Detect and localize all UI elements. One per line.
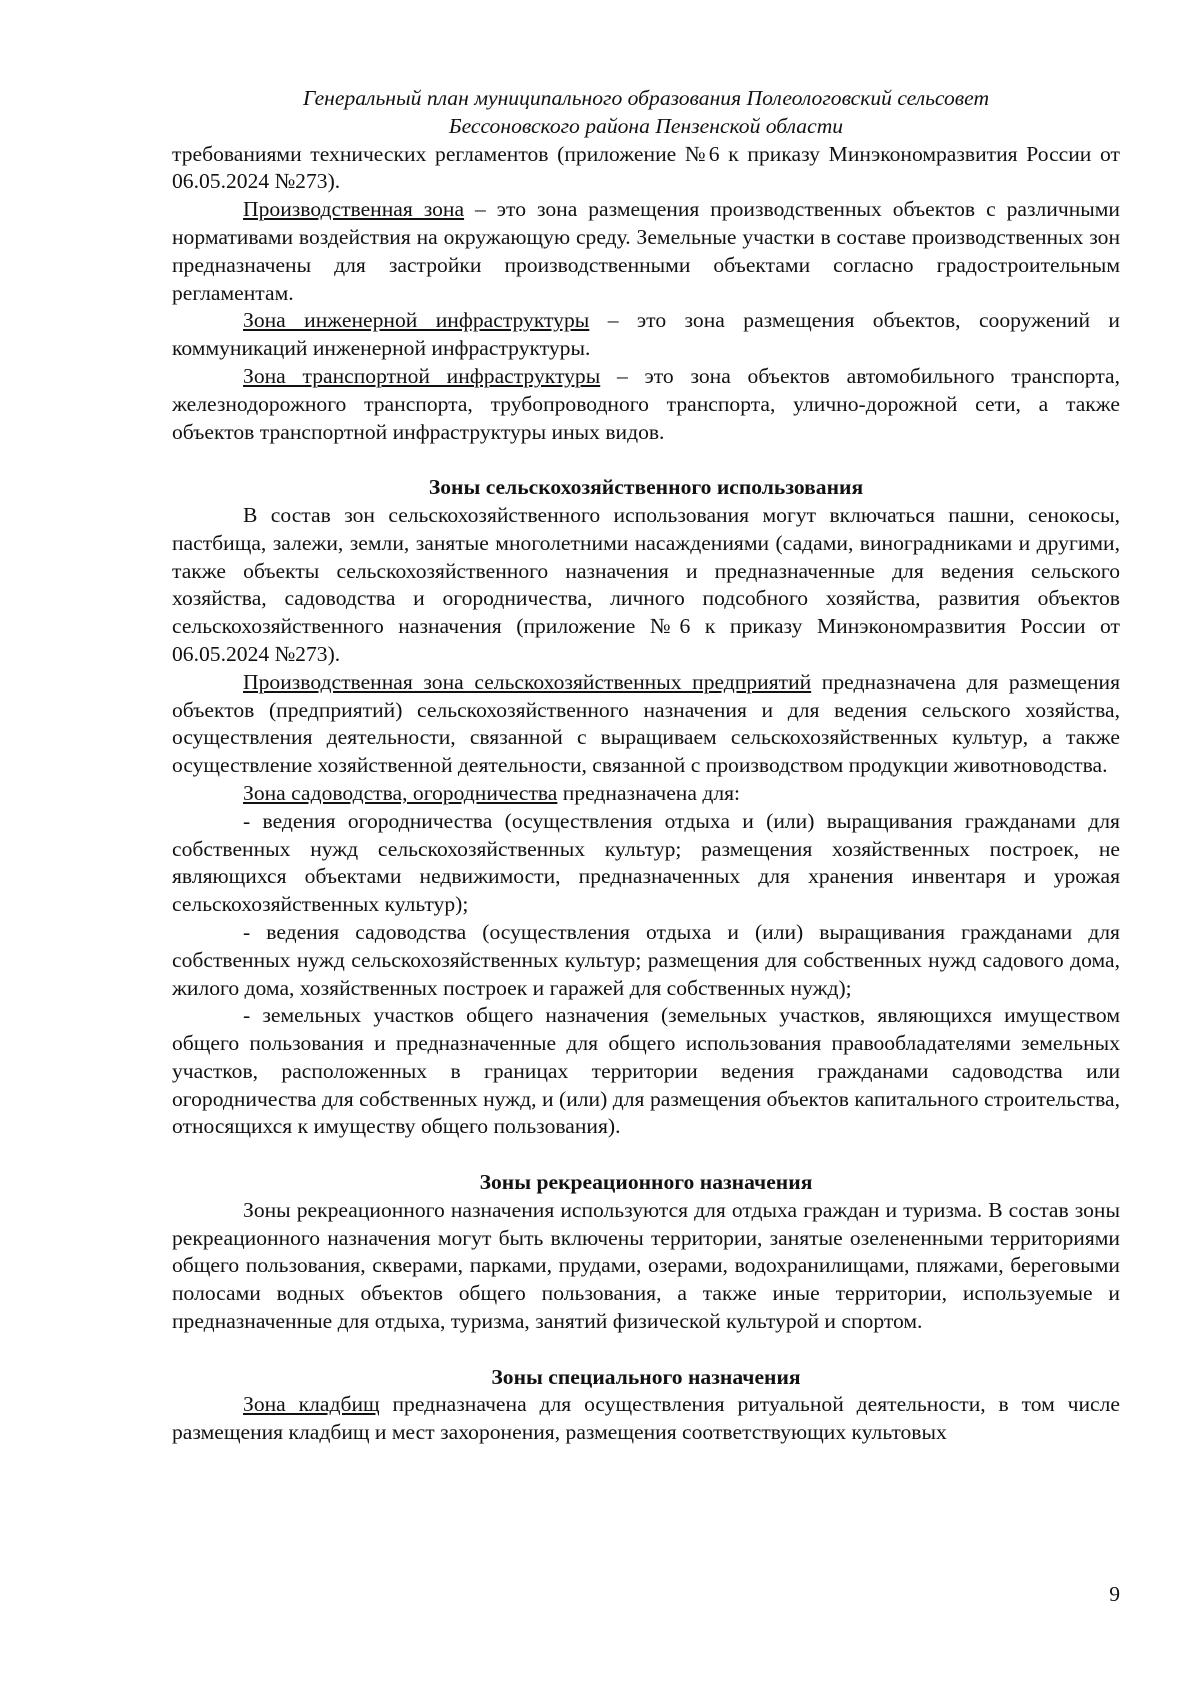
text-gardening-zone: предназначена для: [557, 780, 741, 805]
spacer [172, 1336, 1120, 1364]
text-industrial-zone: – это зона размещения производственных объектов с различными нормативами воздействия на окружающую среду. Земельные участки в составе производственных зон предназначены для застройки производственными объектами согласно градостроительным регламентам. [172, 197, 1120, 305]
document-page [172, 85, 1120, 1447]
spacer [172, 1141, 1120, 1169]
paragraph-recreation: Зоны рекреационного назначения используются для отдыха граждан и туризма. В состав зоны рекреационного назначения могут быть включены территории, занятые озелененными территориями общего пользования, скверами, парками, прудами, озерами, водохранилищами, пляжами, береговыми полосами водных объектов общего пользования, а также иные территории, используемые и предназначенные для отдыха, туризма, занятий физической культурой и спортом. [172, 1197, 1120, 1334]
text-transport-zone: – это зона объектов автомобильного транспорта, железнодорожного транспорта, трубопроводного транспорта, улично-дорожной сети, а также объектов транспортной инфраструктуры иных видов. [172, 363, 1120, 444]
list-item: - ведения огородничества (осуществления отдыха и (или) выращивания гражданами для собственных нужд сельскохозяйственных культур; размещения хозяйственных построек, не являющихся объектами недвижимости, предназначенных для хранения инвентаря и урожая сельскохозяйственных культур); [172, 808, 1120, 917]
heading-special-zones: Зоны специального назначения [491, 1364, 801, 1389]
text-engineering-zone: – это зона размещения объектов, сооружений и коммуникаций инженерной инфраструктуры. [172, 308, 1120, 361]
term-engineering-zone: Зона инженерной инфраструктуры [243, 308, 590, 333]
paragraph-agri-enterprises [172, 669, 1120, 780]
paragraph-engineering-zone [172, 307, 1120, 363]
paragraph-gardening-zone [172, 780, 1120, 808]
term-industrial-zone: Производственная зона [243, 197, 465, 222]
paragraph-continuation: требованиями технических регламентов (приложение №6 к приказу Минэкономразвития России от 06.05.2024 №273). [172, 141, 1120, 194]
document-header [172, 85, 1120, 141]
term-agri-enterprises: Производственная зона сельскохозяйственных предприятий [243, 669, 812, 694]
header-line-1: Генеральный план муниципального образования Полеологовский сельсовет [302, 86, 990, 110]
paragraph-agricultural-composition: В состав зон сельскохозяйственного использования могут включаться пашни, сенокосы, пастбища, залежи, земли, занятые многолетними насаждениями (садами, виноградниками и другими, также объекты сельскохозяйственного назначения и предназначенные для ведения сельского хозяйства, садоводства и огородничества, личного подсобного хозяйства, развития объектов сельскохозяйственного назначения (приложение №6 к приказу Минэкономразвития России от 06.05.2024 №273). [172, 502, 1120, 666]
term-gardening-zone: Зона садоводства, огородничества [243, 780, 558, 805]
heading-recreation-zones: Зоны рекреационного назначения [479, 1170, 813, 1195]
list-item: - ведения садоводства (осуществления отдыха и (или) выращивания гражданами для собственных нужд сельскохозяйственных культур; размещения для собственных нужд садового дома, жилого дома, хозяйственных построек и гаражей для собственных нужд); [172, 919, 1120, 1000]
paragraph-transport-zone [172, 363, 1120, 446]
term-cemetery-zone: Зона кладбищ [243, 1392, 380, 1417]
term-transport-zone: Зона транспортной инфраструктуры [243, 363, 601, 388]
spacer [172, 446, 1120, 474]
text-agri-enterprises: предназначена для размещения объектов (предприятий) сельскохозяйственного назначения и для ведения сельского хозяйства, осуществления деятельности, связанной с выращиваем сельскохозяйственных культур, а также осуществление хозяйственной деятельности, связанной с производством продукции животноводства. [172, 669, 1121, 778]
text-cemetery-zone: предназначена для осуществления ритуальной деятельности, в том числе размещения кладбищ и мест захоронения, размещения соответствующих культовых [172, 1392, 1120, 1445]
header-line-2: Бессоновского района Пензенской области [448, 113, 844, 138]
heading-agricultural-zones: Зоны сельскохозяйственного использования [428, 475, 864, 500]
paragraph-cemetery-zone [172, 1391, 1120, 1447]
list-item: - земельных участков общего назначения (земельных участков, являющихся имуществом общего пользования и предназначенные для общего использования правообладателями земельных участков, расположенных в границах территории ведения гражданами садоводства или огородничества для собственных нужд, и (или) для размещения объектов капитального строительства, относящихся к имуществу общего пользования). [172, 1003, 1120, 1139]
paragraph-industrial-zone [172, 196, 1120, 307]
page-number: 9 [1109, 1582, 1120, 1606]
